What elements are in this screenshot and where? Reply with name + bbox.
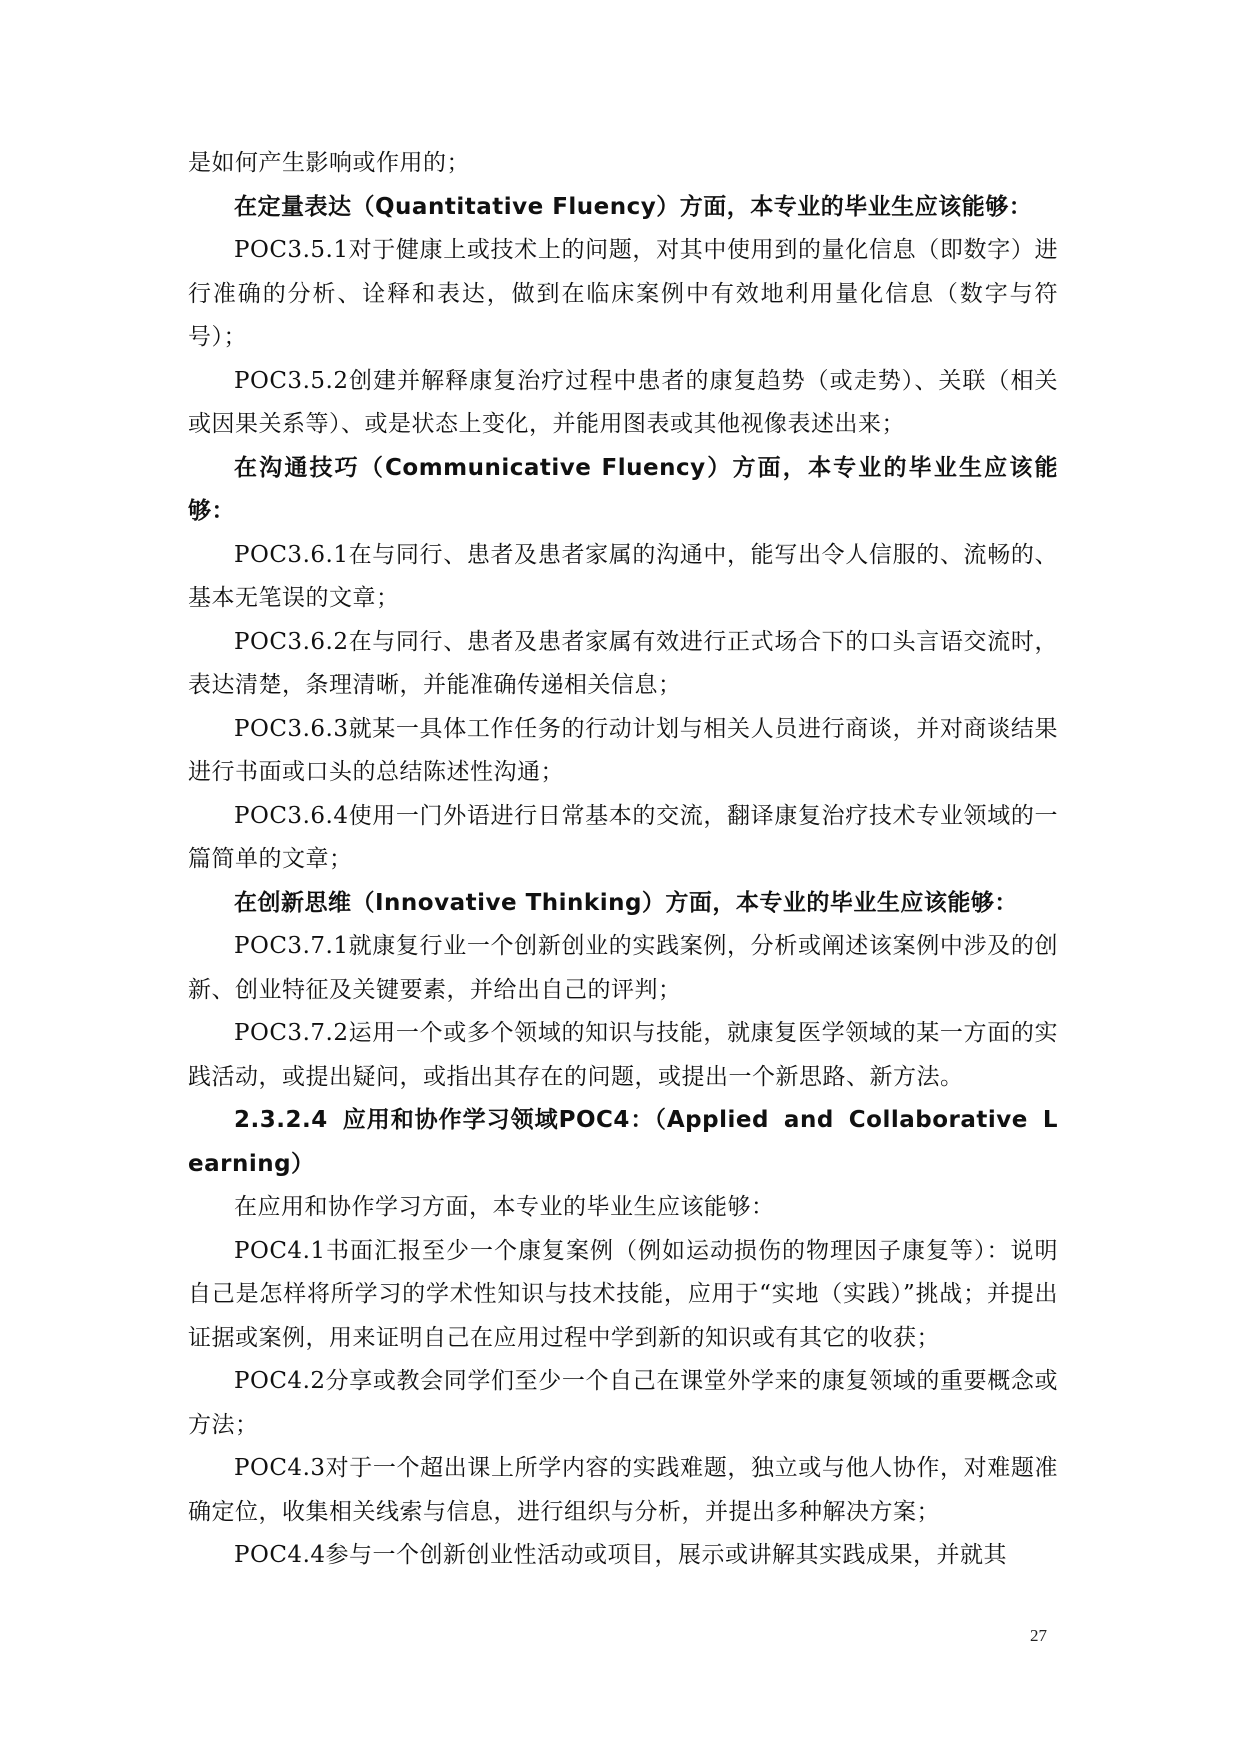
paragraph-intro-continuation: 是如何产生影响或作用的； [188,150,470,176]
paragraph-poc4-2: POC4.2分享或教会同学们至少一个自己在课堂外学来的康复领域的重要概念或方法； [188,1368,1058,1438]
paragraph-poc4-4: POC4.4参与一个创新创业性活动或项目，展示或讲解其实践成果，并就其 [234,1542,1008,1568]
paragraph-poc4-1: POC4.1书面汇报至少一个康复案例（例如运动损伤的物理因子康复等）：说明自己是怎样将所学习的学术性知识与技术技能，应用于“实地（实践）”挑战；并提出证据或案例，用来证明自己在应用过程中学到新的知识或有其它的收获； [188,1237,1058,1351]
heading-quantitative-fluency: 在定量表达（Quantitative Fluency）方面，本专业的毕业生应该能够： [234,193,1033,220]
heading-communicative-fluency: 在沟通技巧（Communicative Fluency）方面，本专业的毕业生应该能够： [188,454,1058,524]
paragraph-poc3-7-2: POC3.7.2运用一个或多个领域的知识与技能，就康复医学领域的某一方面的实践活动，或提出疑问，或指出其存在的问题，或提出一个新思路、新方法。 [188,1020,1058,1090]
page-number: 27 [1030,1626,1047,1645]
paragraph-poc3-7-1: POC3.7.1就康复行业一个创新创业的实践案例，分析或阐述该案例中涉及的创新、创业特征及关键要素，并给出自己的评判； [188,933,1058,1003]
paragraph-poc3-6-1: POC3.6.1在与同行、患者及患者家属的沟通中，能写出令人信服的、流畅的、基本无笔误的文章； [188,541,1058,611]
paragraph-poc3-5-2: POC3.5.2创建并解释康复治疗过程中患者的康复趋势（或走势）、关联（相关或因果关系等）、或是状态上变化，并能用图表或其他视像表述出来； [188,367,1058,437]
paragraph-poc3-6-4: POC3.6.4使用一门外语进行日常基本的交流，翻译康复治疗技术专业领域的一篇简单的文章； [188,802,1058,872]
paragraph-poc3-5-1: POC3.5.1对于健康上或技术上的问题，对其中使用到的量化信息（即数字）进行准确的分析、诠释和表达，做到在临床案例中有效地利用量化信息（数字与符号）； [188,237,1058,350]
section-heading-2-3-2-4: 2.3.2.4 应用和协作学习领域POC4：（Applied and Collaborative Learning） [188,1107,1058,1177]
paragraph-poc3-6-2: POC3.6.2在与同行、患者及患者家属有效进行正式场合下的口头言语交流时，表达清楚，条理清晰，并能准确传递相关信息； [188,628,1058,698]
paragraph-poc3-6-3: POC3.6.3就某一具体工作任务的行动计划与相关人员进行商谈，并对商谈结果进行书面或口头的总结陈述性沟通； [188,715,1058,785]
heading-innovative-thinking: 在创新思维（Innovative Thinking）方面，本专业的毕业生应该能够： [234,889,1018,916]
paragraph-applied-intro: 在应用和协作学习方面，本专业的毕业生应该能够： [234,1194,775,1220]
paragraph-poc4-3: POC4.3对于一个超出课上所学内容的实践难题，独立或与他人协作，对难题准确定位，收集相关线索与信息，进行组织与分析，并提出多种解决方案； [188,1455,1058,1525]
document-page [188,142,1058,1578]
